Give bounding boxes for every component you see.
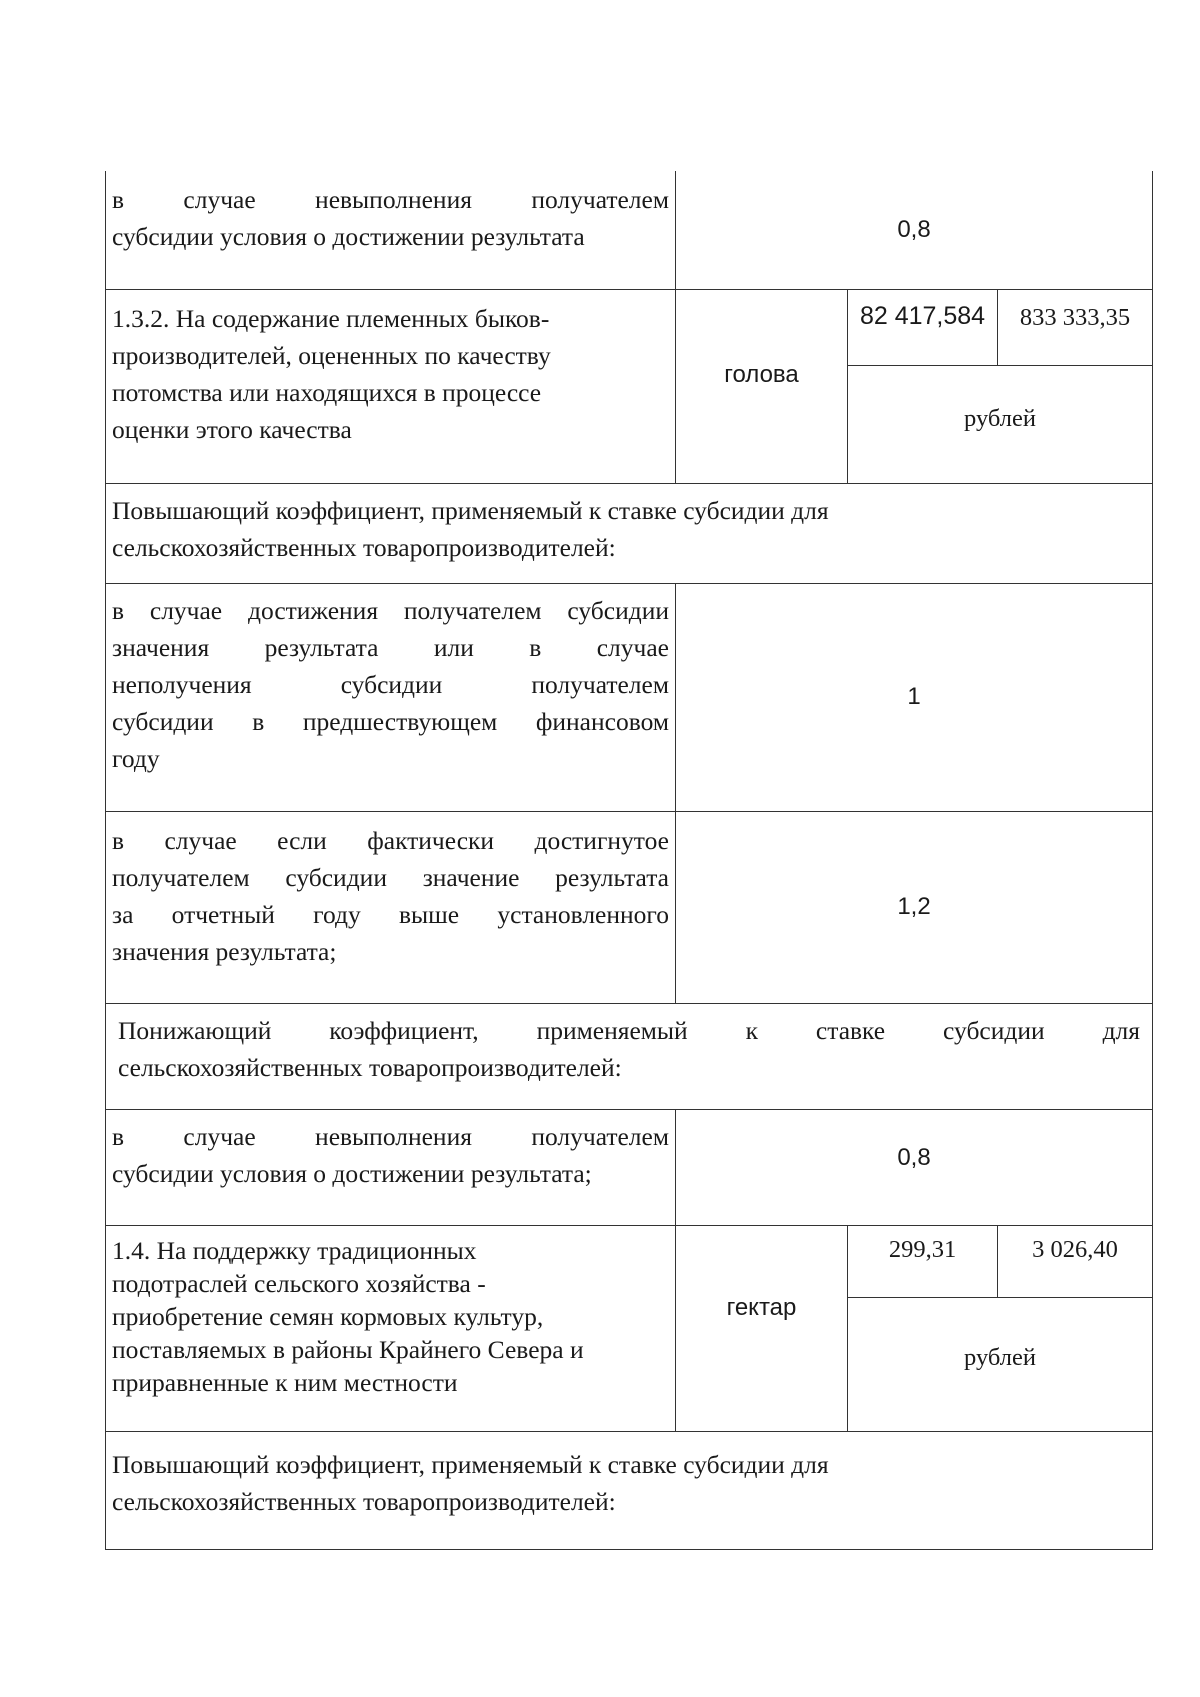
condition-text-line: значения результата; xyxy=(112,936,337,966)
table-row xyxy=(106,1225,1153,1297)
condition-cell xyxy=(106,1109,676,1225)
section-heading-line: сельскохозяйственных товаропроизводителей: xyxy=(112,1486,616,1516)
section-heading-cell xyxy=(106,1431,1153,1549)
table-row xyxy=(106,1003,1153,1109)
condition-text-line: в случае достижения получателем субсидии xyxy=(112,595,669,625)
condition-text-line: в случае невыполнения получателем xyxy=(112,1121,669,1151)
section-heading-cell xyxy=(106,483,1153,583)
unit-cell: гектар xyxy=(676,1225,848,1431)
item-text-line: подотраслей сельского хозяйства - xyxy=(112,1268,486,1298)
coefficient-value: 1 xyxy=(676,583,1153,811)
coefficient-value: 1,2 xyxy=(676,811,1153,1003)
table-row xyxy=(106,1109,1153,1225)
section-heading-line: сельскохозяйственных товаропроизводителей: xyxy=(118,1052,622,1082)
item-text-line: поставляемых в районы Крайнего Севера и xyxy=(112,1334,584,1364)
subsidy-table xyxy=(105,171,1153,1550)
section-heading-line: Повышающий коэффициент, применяемый к ставке субсидии для xyxy=(112,1449,829,1479)
condition-text-line: в случае невыполнения получателем xyxy=(112,185,669,214)
rate-value-a: 82 417,584 xyxy=(848,289,998,365)
item-description-cell xyxy=(106,1225,676,1431)
table-row xyxy=(106,289,1153,365)
section-heading-line: сельскохозяйственных товаропроизводителей: xyxy=(112,532,616,562)
table-row xyxy=(106,583,1153,811)
condition-cell xyxy=(106,583,676,811)
unit-cell: голова xyxy=(676,289,848,483)
condition-text-line: за отчетный году выше установленного xyxy=(112,899,669,929)
item-text-line: оценки этого качества xyxy=(112,414,352,444)
condition-text-line: субсидии условия о достижении результата; xyxy=(112,1158,592,1188)
table-row xyxy=(106,811,1153,1003)
item-text-line: приравненные к ним местности xyxy=(112,1367,458,1397)
item-text-line: 1.4. На поддержку традиционных xyxy=(112,1235,477,1265)
item-text-line: производителей, оцененных по качеству xyxy=(112,340,551,370)
coefficient-value: 0,8 xyxy=(676,171,1153,289)
condition-text-line: неполучения субсидии получателем xyxy=(112,669,669,699)
condition-text-line: получателем субсидии значение результата xyxy=(112,862,669,892)
condition-text-line: в случае если фактически достигнутое xyxy=(112,825,669,855)
currency-cell: рублей xyxy=(848,1297,1153,1431)
condition-cell xyxy=(106,171,676,289)
condition-text-line: субсидии условия о достижении результата xyxy=(112,222,585,251)
table-row xyxy=(106,1431,1153,1549)
rate-value-b: 3 026,40 xyxy=(998,1225,1153,1297)
table-row xyxy=(106,171,1153,289)
rate-value-b: 833 333,35 xyxy=(998,289,1153,365)
item-description-cell xyxy=(106,289,676,483)
condition-cell xyxy=(106,811,676,1003)
section-heading-line: Понижающий коэффициент, применяемый к ставке субсидии для xyxy=(118,1015,1141,1045)
coefficient-value: 0,8 xyxy=(676,1109,1153,1225)
rate-value-a: 299,31 xyxy=(848,1225,998,1297)
item-text-line: 1.3.2. На содержание племенных быков- xyxy=(112,303,550,333)
section-heading-line: Повышающий коэффициент, применяемый к ставке субсидии для xyxy=(112,495,829,525)
item-text-line: приобретение семян кормовых культур, xyxy=(112,1301,544,1331)
item-text-line: потомства или находящихся в процессе xyxy=(112,377,542,407)
condition-text-line: году xyxy=(112,743,160,773)
currency-cell: рублей xyxy=(848,365,1153,483)
condition-text-line: значения результата или в случае xyxy=(112,632,669,662)
table-row xyxy=(106,483,1153,583)
condition-text-line: субсидии в предшествующем финансовом xyxy=(112,706,669,736)
section-heading-cell xyxy=(106,1003,1153,1109)
